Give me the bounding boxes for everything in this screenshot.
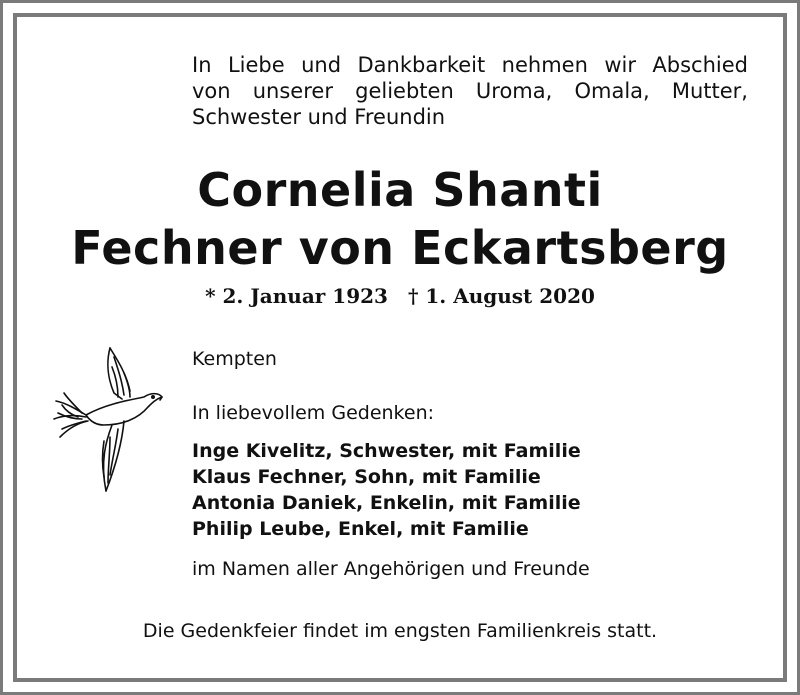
death-date: † 1. August 2020	[407, 284, 595, 308]
city: Kempten	[192, 348, 277, 370]
life-dates	[0, 284, 800, 308]
deceased-name-line2: Fechner von Eckartsberg	[71, 221, 729, 275]
gedenken-heading: In liebevollem Gedenken:	[192, 402, 435, 424]
intro-line: Schwester und Freundin	[192, 105, 446, 129]
intro-text	[192, 52, 748, 130]
deceased-name-line1: Cornelia Shanti	[197, 163, 603, 217]
mourner: Klaus Fechner, Sohn, mit Familie	[192, 466, 541, 488]
intro-line: von unserer geliebten Uroma, Omala, Mutter,	[192, 79, 748, 103]
mourners-list	[192, 438, 581, 542]
birth-date: * 2. Januar 1923	[205, 284, 388, 308]
intro-line: In Liebe und Dankbarkeit nehmen wir Abschied	[192, 53, 748, 77]
ceremony-note: Die Gedenkfeier findet im engsten Familienkreis statt.	[142, 620, 658, 642]
mourner: Philip Leube, Enkel, mit Familie	[192, 518, 529, 540]
mourner: Inge Kivelitz, Schwester, mit Familie	[192, 440, 581, 462]
mourner: Antonia Daniek, Enkelin, mit Familie	[192, 492, 581, 514]
dove-icon	[52, 345, 164, 493]
on-behalf-line: im Namen aller Angehörigen und Freunde	[192, 558, 590, 580]
